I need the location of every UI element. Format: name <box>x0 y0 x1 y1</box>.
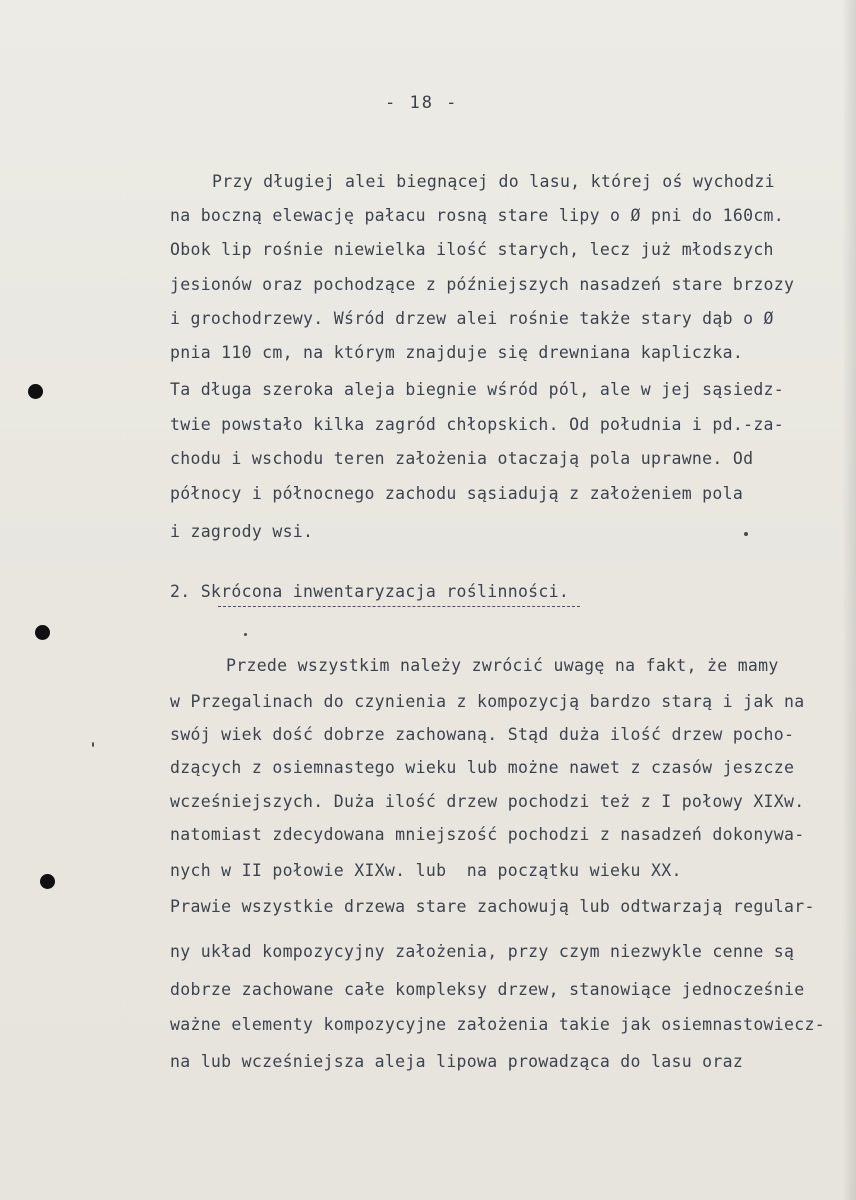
text-line: Przy długiej alei biegnącej do lasu, której oś wychodzi <box>212 172 775 191</box>
ink-speck <box>92 742 94 747</box>
text-line: Ta długa szeroka aleja biegnie wśród pól, ale w jej sąsiedz- <box>170 380 785 399</box>
section-heading: 2. Skrócona inwentaryzacja roślinności. <box>170 582 570 601</box>
text-line: jesionów oraz pochodzące z późniejszych nasadzeń stare brzozy <box>170 275 795 294</box>
text-line: Obok lip rośnie niewielka ilość starych, lecz już młodszych <box>170 240 774 259</box>
text-line: dzących z osiemnastego wieku lub możne nawet z czasów jeszcze <box>170 758 795 777</box>
text-line: natomiast zdecydowana mniejszość pochodzi z nasadzeń dokonywa- <box>170 825 805 844</box>
text-line: na boczną elewację pałacu rosną stare lipy o Ø pni do 160cm. <box>170 206 785 225</box>
text-line: północy i północnego zachodu sąsiadują z założeniem pola <box>170 484 744 503</box>
text-line: i grochodrzewy. Wśród drzew alei rośnie także stary dąb o Ø <box>170 309 774 328</box>
text-line: twie powstało kilka zagród chłopskich. Od południa i pd.-za- <box>170 415 785 434</box>
text-line: ważne elementy kompozycyjne założenia takie jak osiemnastowiecz- <box>170 1015 825 1034</box>
punch-hole <box>40 874 55 889</box>
text-line: chodu i wschodu teren założenia otaczają pola uprawne. Od <box>170 449 754 468</box>
text-line: Prawie wszystkie drzewa stare zachowują lub odtwarzają regular- <box>170 897 815 916</box>
ink-speck <box>244 633 247 636</box>
text-line: na lub wcześniejsza aleja lipowa prowadząca do lasu oraz <box>170 1052 744 1071</box>
punch-hole <box>28 384 43 399</box>
page-number: - 18 - <box>385 93 459 113</box>
ink-speck <box>744 532 748 536</box>
page-edge-shadow <box>842 0 856 1200</box>
text-line: wcześniejszych. Duża ilość drzew pochodzi też z I połowy XIXw. <box>170 792 805 811</box>
heading-underline <box>218 606 580 607</box>
text-line: ny układ kompozycyjny założenia, przy czym niezwykle cenne są <box>170 942 795 961</box>
text-line: swój wiek dość dobrze zachowaną. Stąd duża ilość drzew pocho- <box>170 725 795 744</box>
punch-hole <box>35 625 50 640</box>
text-line: dobrze zachowane całe kompleksy drzew, stanowiące jednocześnie <box>170 980 805 999</box>
text-line: w Przegalinach do czynienia z kompozycją bardzo starą i jak na <box>170 692 805 711</box>
text-line: pnia 110 cm, na którym znajduje się drewniana kapliczka. <box>170 343 744 362</box>
text-line: Przede wszystkim należy zwrócić uwagę na fakt, że mamy <box>226 656 779 675</box>
text-line: nych w II połowie XIXw. lub na początku wieku XX. <box>170 861 682 880</box>
text-line: i zagrody wsi. <box>170 522 314 541</box>
